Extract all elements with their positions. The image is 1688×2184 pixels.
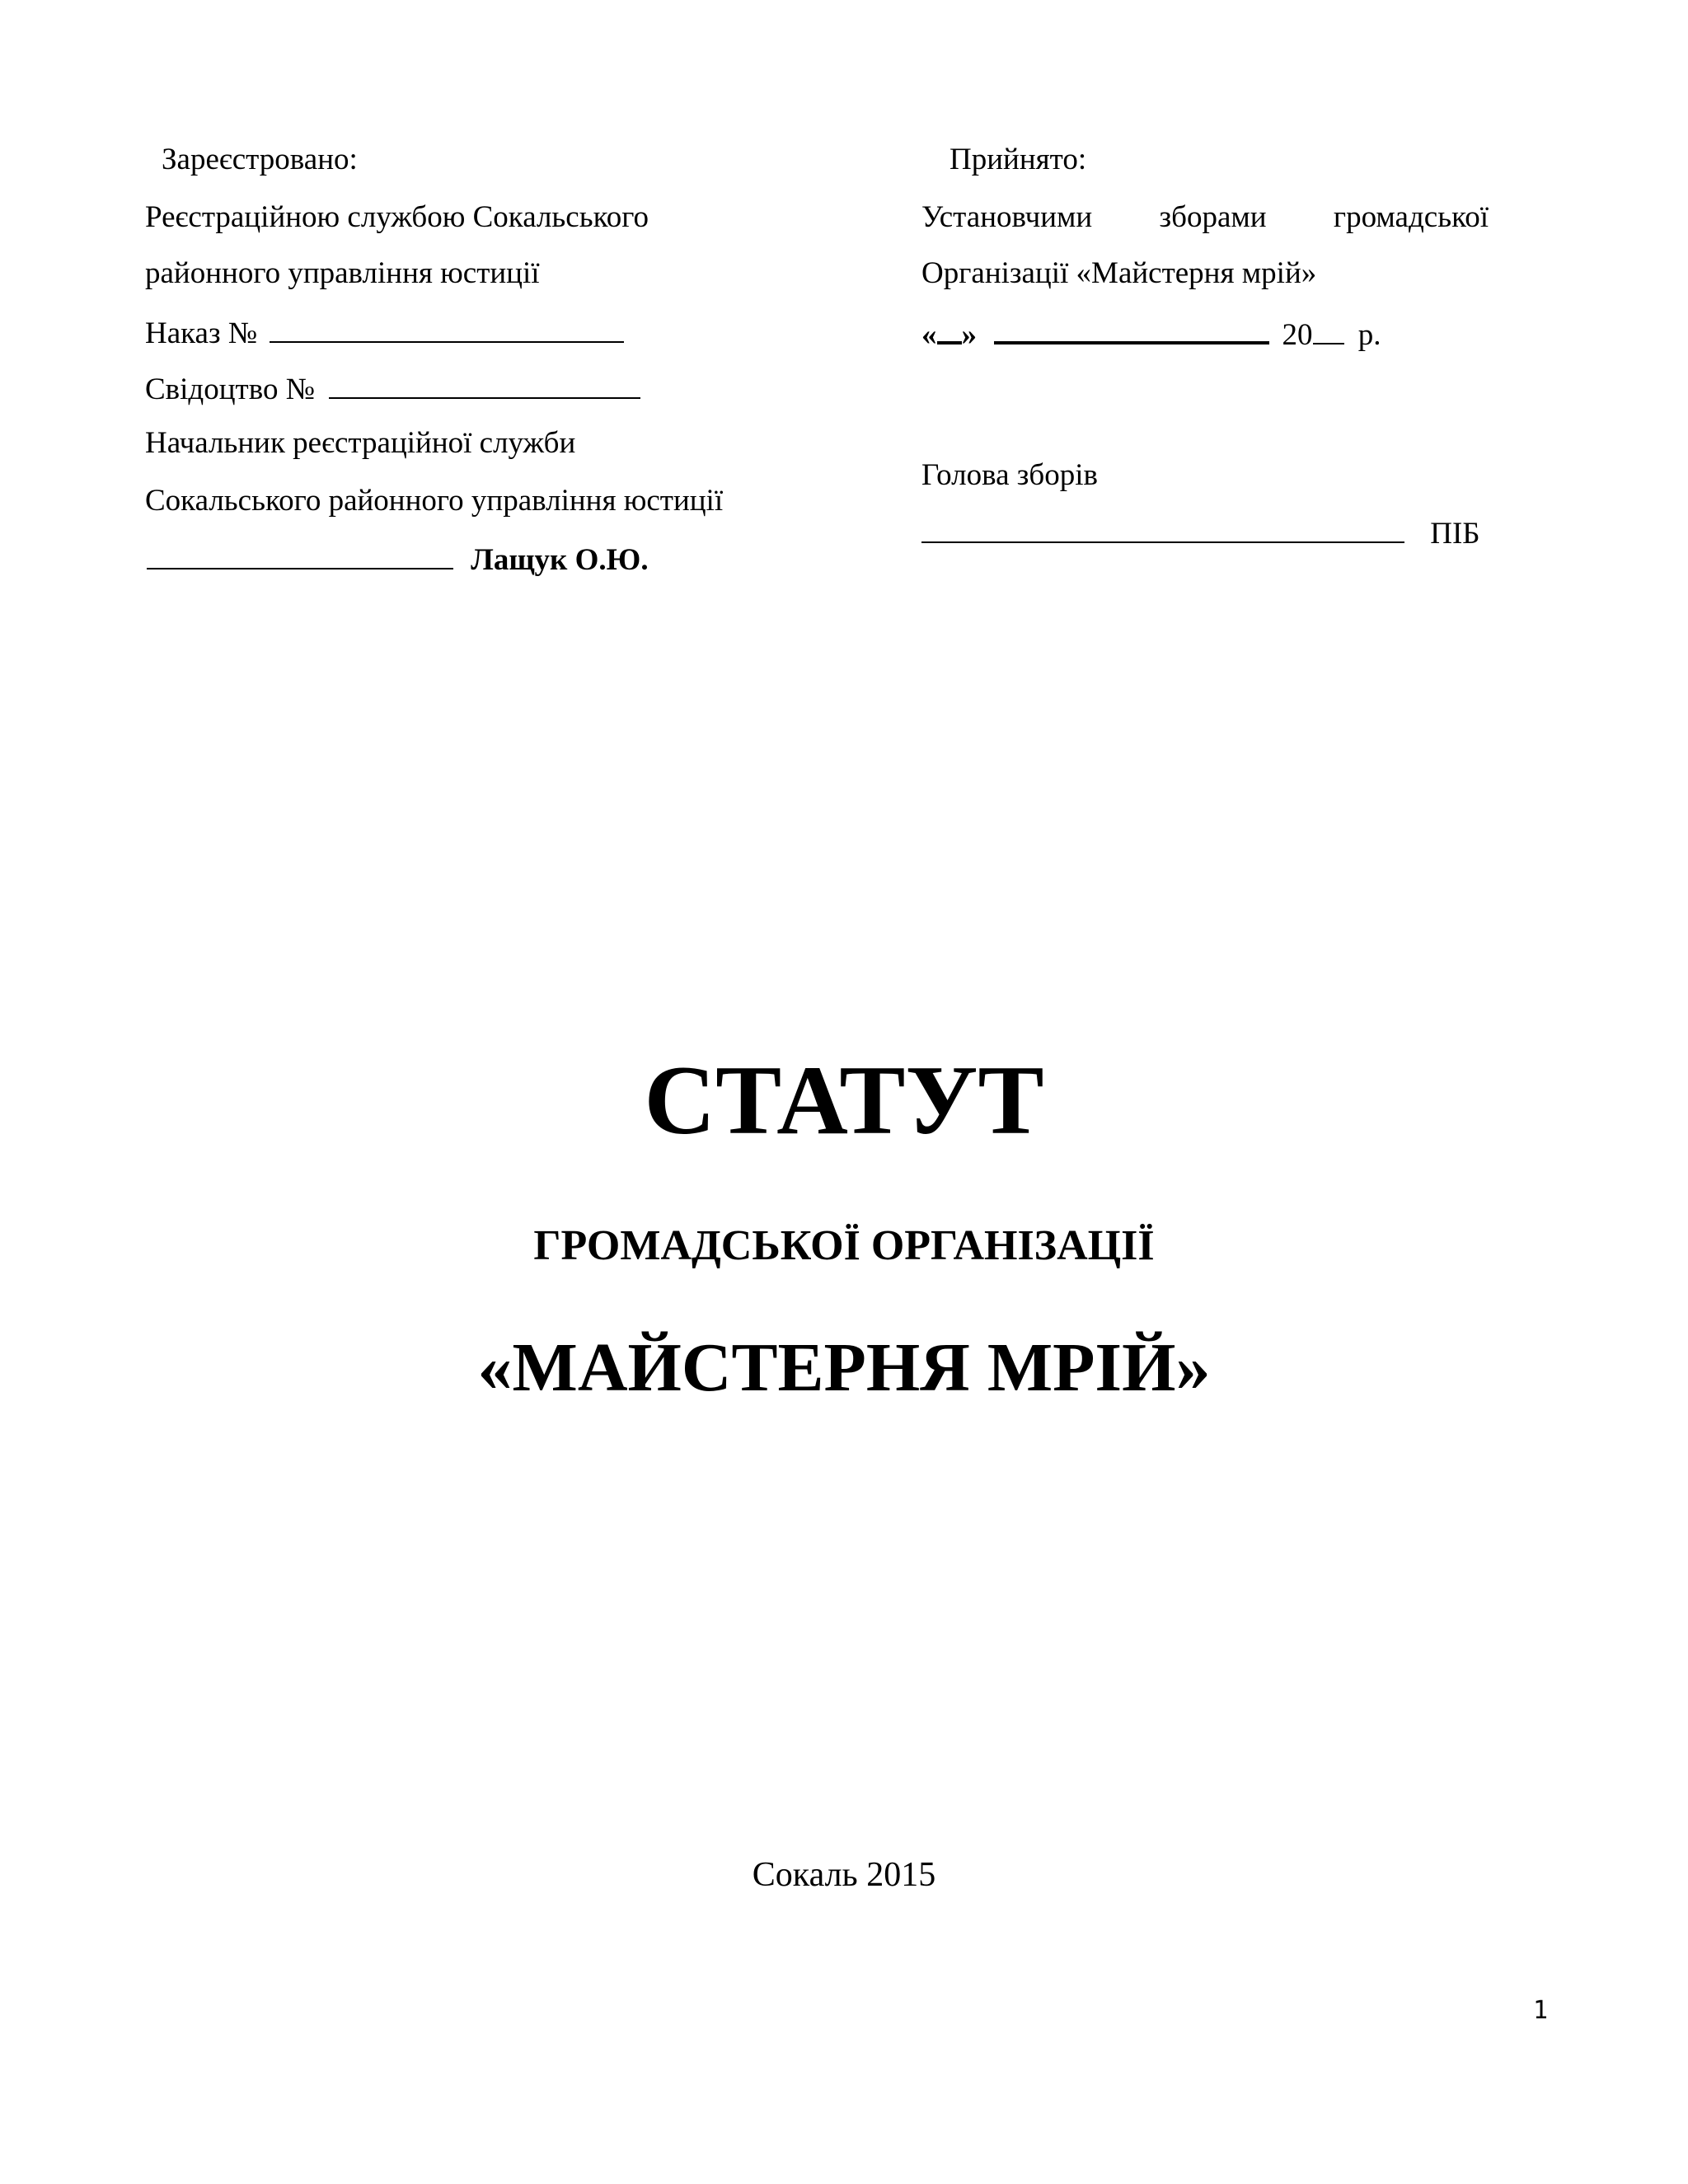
order-number-label: Наказ № (145, 316, 258, 350)
chair-signature-blank (921, 513, 1404, 543)
founding-word-2: зборами (1159, 200, 1267, 234)
place-and-year: Сокаль 2015 (752, 1856, 936, 1894)
name-placeholder: ПІБ (1430, 517, 1480, 551)
adoption-date-row (921, 313, 1381, 354)
certificate-number-row (145, 369, 640, 408)
document-title: СТАТУТ (644, 1045, 1044, 1155)
certificate-number-blank (329, 369, 640, 399)
date-suffix: р. (1357, 318, 1381, 352)
founding-meeting-line-2: Організації «Майстерня мрій» (921, 256, 1317, 290)
registration-service-line-2: районного управління юстиції (145, 256, 540, 290)
registration-service-line-1: Реєстраційною службою Сокальського (145, 200, 649, 234)
month-blank (994, 313, 1269, 344)
chair-signature-row (921, 513, 1480, 552)
year-prefix: 20 (1282, 318, 1313, 352)
signatory-name: Лащук О.Ю. (471, 543, 649, 577)
year-blank (1313, 315, 1344, 344)
founding-meeting-line-1 (921, 199, 1489, 236)
chief-title-line-1: Начальник реєстраційної служби (145, 426, 576, 460)
date-open-quote: « (921, 318, 937, 352)
founding-word-1: Установчими (921, 200, 1093, 234)
chair-label: Голова зборів (921, 458, 1098, 492)
certificate-number-label: Свідоцтво № (145, 373, 315, 406)
chief-title-line-2: Сокальського районного управління юстиції (145, 484, 724, 518)
chief-signature-row (147, 540, 649, 579)
day-blank (937, 313, 962, 344)
adopted-label: Прийнято: (950, 143, 1087, 176)
document-subtitle: ГРОМАДСЬКОЇ ОРГАНІЗАЦІЇ (533, 1222, 1155, 1269)
chief-signature-blank (147, 540, 453, 569)
order-number-blank (270, 313, 624, 343)
registered-label: Зареєстровано: (162, 143, 358, 176)
organization-name: «МАЙСТЕРНЯ МРІЙ» (477, 1329, 1211, 1406)
page-number: 1 (1533, 1996, 1549, 2025)
date-close-quote: » (961, 318, 977, 352)
order-number-row (145, 313, 624, 352)
founding-word-3: громадської (1333, 200, 1489, 234)
